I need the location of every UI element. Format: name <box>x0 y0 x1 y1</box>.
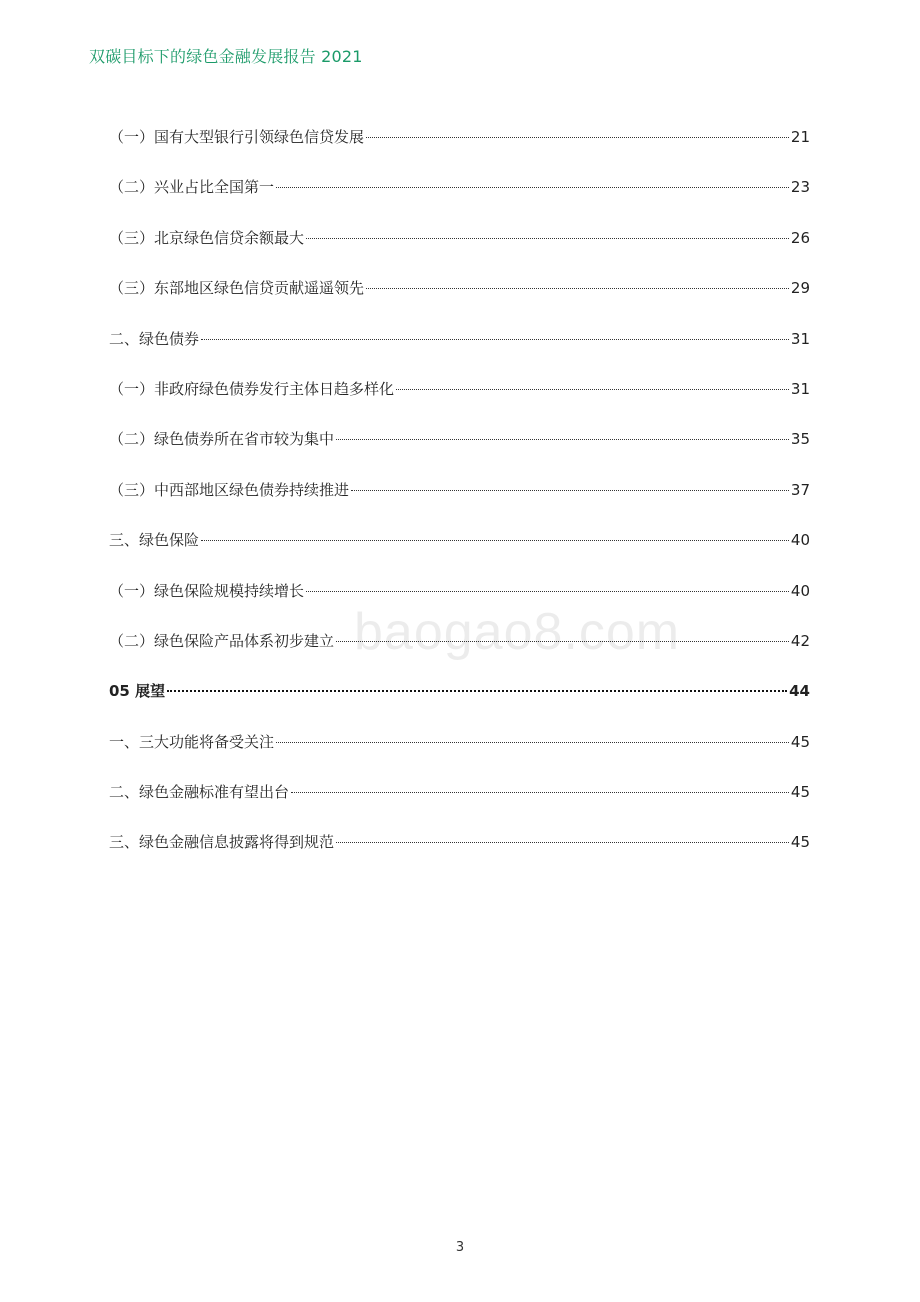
toc-entry-label: （二）绿色债券所在省市较为集中 <box>109 430 335 449</box>
toc-entry-label: （三）中西部地区绿色债券持续推进 <box>109 480 350 499</box>
dot-leader <box>291 792 789 793</box>
toc-entry-label: 二、绿色金融标准有望出台 <box>109 783 290 802</box>
dot-leader <box>351 490 789 491</box>
dot-leader <box>276 187 789 188</box>
dot-leader <box>336 439 789 440</box>
dot-leader <box>336 842 789 843</box>
toc-entry-page: 29 <box>790 279 810 298</box>
toc-entry-label: 三、绿色保险 <box>109 531 200 550</box>
toc-entry-label: （三）东部地区绿色信贷贡献遥遥领先 <box>109 279 365 298</box>
toc-entry-page: 44 <box>789 682 810 701</box>
toc-entry[interactable] <box>109 831 810 881</box>
toc-entry-label: （一）非政府绿色债券发行主体日趋多样化 <box>109 379 395 398</box>
toc-entry-page: 40 <box>790 531 810 550</box>
toc-entry-label: （一）国有大型银行引领绿色信贷发展 <box>109 128 365 146</box>
dot-leader <box>306 591 789 592</box>
toc-entry[interactable] <box>109 277 810 327</box>
toc-entry-label: （三）北京绿色信贷余额最大 <box>109 228 305 247</box>
toc-entry-page: 42 <box>790 631 810 650</box>
table-of-contents <box>109 126 810 882</box>
toc-entry-page: 35 <box>790 430 810 449</box>
toc-entry-label: （一）绿色保险规模持续增长 <box>109 581 305 600</box>
toc-entry-page: 31 <box>790 329 810 348</box>
toc-entry-page: 45 <box>790 783 810 802</box>
toc-entry-label: 三、绿色金融信息披露将得到规范 <box>109 833 335 852</box>
dot-leader <box>366 288 789 289</box>
dot-leader <box>201 540 789 541</box>
toc-entry-page: 37 <box>790 480 810 499</box>
toc-entry-page: 45 <box>790 732 810 751</box>
toc-entry[interactable] <box>109 126 810 176</box>
page-number: 3 <box>455 1240 465 1255</box>
toc-entry-label: （二）兴业占比全国第一 <box>109 178 275 197</box>
toc-entry-page: 26 <box>790 228 810 247</box>
toc-entry[interactable] <box>109 731 810 781</box>
running-header-title: 双碳目标下的绿色金融发展报告 2021 <box>89 47 363 66</box>
toc-entry-label: 05 展望 <box>109 682 166 701</box>
dot-leader <box>366 137 789 138</box>
dot-leader <box>201 339 789 340</box>
toc-entry[interactable] <box>109 479 810 529</box>
toc-entry[interactable] <box>109 378 810 428</box>
toc-entry[interactable] <box>109 428 810 478</box>
toc-entry[interactable] <box>109 176 810 226</box>
toc-entry-page: 23 <box>790 178 810 197</box>
toc-entry-page: 21 <box>790 128 810 146</box>
watermark-text: baogao8.com <box>354 603 681 661</box>
toc-entry[interactable] <box>109 529 810 579</box>
toc-entry-page: 40 <box>790 581 810 600</box>
toc-entry[interactable] <box>109 781 810 831</box>
toc-entry-label: （二）绿色保险产品体系初步建立 <box>109 631 335 650</box>
toc-entry[interactable] <box>109 227 810 277</box>
dot-leader <box>167 690 787 692</box>
toc-entry[interactable] <box>109 328 810 378</box>
toc-entry-chapter[interactable] <box>109 680 810 730</box>
toc-entry-label: 二、绿色债券 <box>109 329 200 348</box>
toc-entry-page: 31 <box>790 379 810 398</box>
dot-leader <box>396 389 789 390</box>
toc-entry-page: 45 <box>790 833 810 852</box>
toc-entry-label: 一、三大功能将备受关注 <box>109 732 275 751</box>
dot-leader <box>306 238 789 239</box>
dot-leader <box>276 742 789 743</box>
